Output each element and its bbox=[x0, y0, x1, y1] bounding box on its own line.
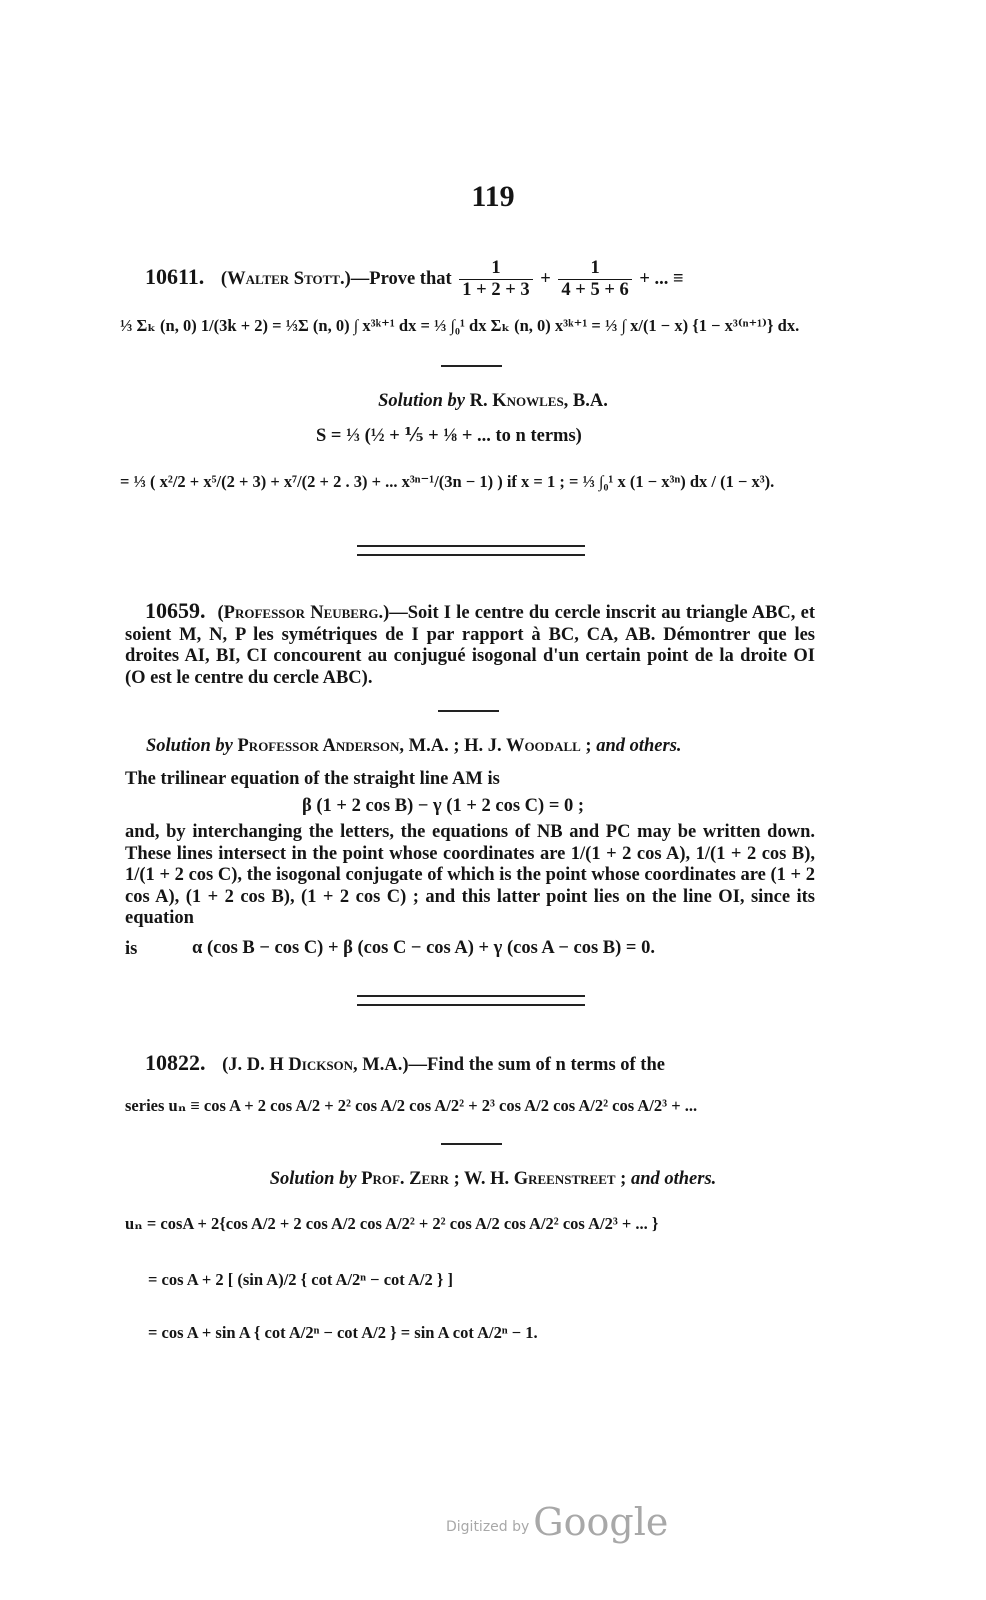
sum-expansion: = ⅓ ( x²/2 + x⁵/(2 + 3) + x⁷/(2 + 2 . 3) + ... x³ⁿ⁻¹/(3n − 1) ) if x = 1 ; = ⅓ ∫₀¹ x (1 − x³ⁿ) dx / (1 − x³). bbox=[120, 472, 775, 491]
short-rule bbox=[438, 710, 499, 712]
is-word: is bbox=[125, 939, 138, 959]
problem-10611-header: 10611. (Walter Stott.)—Prove that $\frac{1}{1 + 2 + 3}$ + $\frac{1}{4 + 5 + 6}$ + ... ≡ bbox=[145, 258, 684, 301]
solution-body: and, by interchanging the letters, the equations of NB and PC may be written down. These lines intersect in the point whose coordinates are 1/(1 + 2 cos A), 1/(1 + 2 cos B), 1/(1 + 2 cos C), the isogonal conjugate of which is the point whose coordinates are (1 + 2 cos A), (1 + 2 cos B), (1 + 2 cos C) ; and this latter point lies on the line OI, since its equation bbox=[125, 822, 815, 928]
section-divider bbox=[357, 995, 585, 1006]
problem-number: 10611. bbox=[145, 264, 205, 290]
fraction-2: $\frac{1}{4 + 5 + 6}$ bbox=[558, 258, 631, 302]
problem-author: (Walter Stott.) bbox=[220, 269, 351, 290]
solution-line-3: = cos A + sin A { cot A/2ⁿ − cot A/2 } = sin A cot A/2ⁿ − 1. bbox=[148, 1323, 538, 1342]
problem-statement: —Prove that bbox=[350, 269, 452, 290]
short-rule bbox=[441, 1143, 502, 1145]
digitized-watermark: Digitized by Google bbox=[446, 1500, 669, 1544]
problem-number: 10659. bbox=[145, 598, 206, 623]
solver-names: Prof. Zerr ; W. H. Greenstreet ; bbox=[361, 1169, 627, 1189]
page-number: 119 bbox=[471, 180, 515, 213]
solution-header: Solution by Prof. Zerr ; W. H. Greenstreet ; and others. bbox=[269, 1169, 717, 1189]
problem-10822-header bbox=[145, 1052, 665, 1076]
solution-header: Solution by R. Knowles, B.A. bbox=[378, 391, 608, 411]
problem-statement: —Find the sum of n terms of the bbox=[408, 1055, 665, 1075]
fraction-1: $\frac{1}{1 + 2 + 3}$ bbox=[459, 258, 532, 302]
problem-author: (Professor Neuberg.) bbox=[217, 603, 390, 623]
series-tail: + ... ≡ bbox=[639, 269, 684, 290]
sum-definition: S = ⅓ (½ + ⅕ + ⅛ + ... to n terms) bbox=[316, 426, 582, 446]
equation-line: ⅓ Σₖ (n, 0) 1/(3k + 2) = ⅓Σ (n, 0) ∫ x³ᵏ⁺¹ dx = ⅓ ∫₀¹ dx Σₖ (n, 0) x³ᵏ⁺¹ = ⅓ ∫ x/(1 − x) {1 − x³⁽ⁿ⁺¹⁾} dx. bbox=[120, 316, 800, 335]
problem-10659 bbox=[125, 600, 815, 689]
problem-number: 10822. bbox=[145, 1050, 206, 1075]
solution-line-2: = cos A + 2 [ (sin A)/2 { cot A/2ⁿ − cot A/2 } ] bbox=[148, 1270, 453, 1289]
solution-text: The trilinear equation of the straight line AM is bbox=[125, 769, 500, 789]
solver-names: Professor Anderson, M.A. ; H. J. Woodall ; bbox=[237, 736, 592, 756]
solution-header: Solution by Professor Anderson, M.A. ; H. J. Woodall ; and others. bbox=[146, 736, 682, 756]
line-oi-equation: α (cos B − cos C) + β (cos C − cos A) + γ (cos A − cos B) = 0. bbox=[192, 938, 655, 958]
solver-name: R. Knowles, B.A. bbox=[469, 391, 608, 411]
section-divider bbox=[357, 545, 585, 556]
short-rule bbox=[441, 365, 502, 367]
solution-line-1: uₙ = cosA + 2{cos A/2 + 2 cos A/2 cos A/2² + 2² cos A/2 cos A/2² cos A/2³ + ... } bbox=[125, 1214, 659, 1233]
problem-statement: —Soit I le centre du cercle inscrit au triangle ABC, et soient M, N, P les symétriques de I par rapport à BC, CA, AB. Démontrer que les droites AI, BI, CI concourent au conjugué isogonal d'un certain point de la droite OI (O est le centre du cercle ABC). bbox=[125, 603, 815, 688]
line-equation: β (1 + 2 cos B) − γ (1 + 2 cos C) = 0 ; bbox=[302, 796, 585, 816]
problem-author: (J. D. H Dickson, M.A.) bbox=[222, 1055, 409, 1075]
google-logo: Google bbox=[533, 1500, 669, 1544]
series-definition: series uₙ ≡ cos A + 2 cos A/2 + 2² cos A/2 cos A/2² + 2³ cos A/2 cos A/2² cos A/2³ + ... bbox=[125, 1096, 698, 1115]
